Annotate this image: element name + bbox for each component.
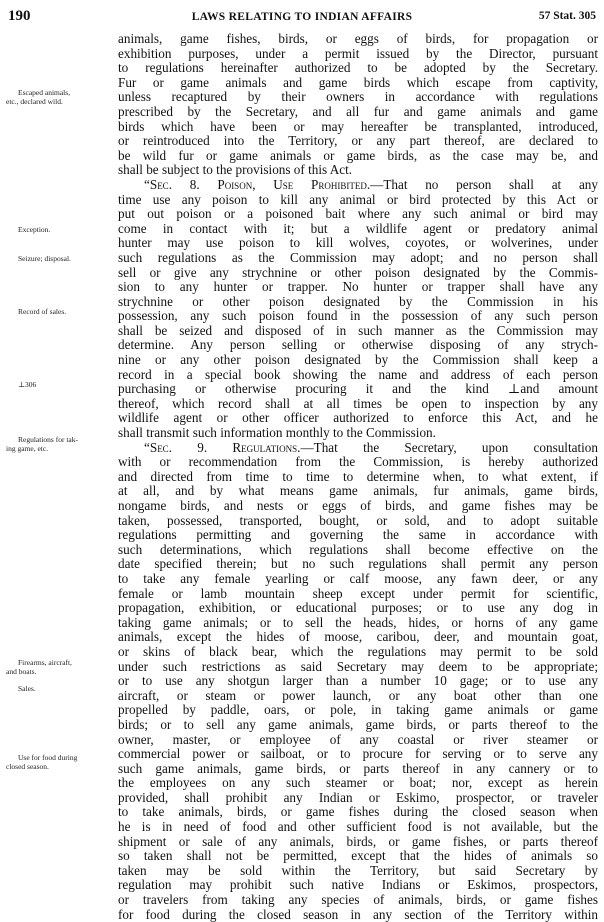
- section-8-first-line: “Sec. 8. Poison, Use Prohibited.—That no person shall at any: [144, 177, 598, 192]
- text-line: purchasing or otherwise procuring it and the kind ⊥and amount: [118, 382, 598, 397]
- text-line: be wild fur or game animals or game birds, as the case may be, and: [118, 148, 598, 163]
- text-line: and directed from time to time to determine when, to what extent, if: [118, 469, 598, 484]
- text-line: determine. Any person selling or otherwise disposing of any strych-: [118, 338, 598, 353]
- text-line: regulations permitting and governing the same in accordance with: [118, 528, 598, 543]
- text-line: sell or give any strychnine or other poison designated by the Commis-: [118, 265, 598, 280]
- text-line: owner, master, or employee of any coastal or river steamer or: [118, 732, 598, 747]
- text-line: under such restrictions as said Secretary may deem to be appropriate;: [118, 659, 598, 674]
- text-line: the employees on any such steamer or boat; nor, except as herein: [118, 776, 598, 791]
- margin-note-firearms: Firearms, aircraft, and boats.: [6, 658, 72, 676]
- text-line: to take animals, birds, or game fishes during the closed season when: [118, 805, 598, 820]
- text-line: he is in need of food and other sufficient food is not available, but the: [118, 820, 598, 835]
- text-line: birds; or to sell any game animals, game birds, or parts thereof to the: [118, 717, 598, 732]
- text-line: regulation may prohibit such native Indians or Eskimos, prospectors,: [118, 878, 598, 893]
- text-line: animals, game fishes, birds, or eggs of birds, for propagation or: [118, 32, 598, 46]
- section-8-heading: “Sec. 8. Poison, Use Prohibited.: [144, 177, 371, 192]
- body-text: [118, 32, 598, 922]
- text-line: record in a special book showing the name and address of each person: [118, 367, 598, 382]
- text-line: shall be subject to the provisions of this Act.: [118, 163, 353, 178]
- text-line: put out poison or a poisoned bait where any such animal or bird may: [118, 207, 598, 222]
- section-9-first-line: “Sec. 9. Regulations.—That the Secretary, upon consultation: [144, 440, 598, 455]
- text-line: or skins of black bear, which the regulations may permit to be sold: [118, 644, 598, 659]
- text-line: birds which have been or may hereafter be transplanted, introduced,: [118, 119, 598, 134]
- running-title: LAWS RELATING TO INDIAN AFFAIRS: [191, 11, 413, 23]
- text-line: hunter may use poison to kill wolves, coyotes, or wolverines, under: [118, 236, 598, 251]
- text-line: date specified therein; but no such regulations shall permit any person: [118, 557, 598, 572]
- text-line: provided, shall prohibit any Indian or Eskimo, prospector, or traveler: [118, 790, 598, 805]
- text-line: or to use any shotgun larger than a number 10 gage; or to use any: [118, 674, 598, 689]
- text-line: for food during the closed season in any section of the Territory within: [118, 907, 598, 922]
- text-line: shall transmit such information monthly to the Commission.: [118, 426, 436, 441]
- text-line: with or recommendation from the Commission, is hereby authorized: [118, 455, 598, 470]
- margin-note-use-for-food: Use for food during closed season.: [6, 753, 78, 771]
- text-line: come in contact with it; but a wildlife agent or predatory animal: [118, 221, 598, 236]
- text-line: nongame birds, and nests or eggs of birds, and game fishes may be: [118, 499, 598, 513]
- text-line: commercial power or sailboat, or to procure for serving or to serve any: [118, 747, 598, 762]
- text-line: sion to any hunter or trapper. No hunter or trapper shall have any: [118, 280, 598, 295]
- margin-note-regulations: Regulations for tak- ing game, etc.: [6, 435, 78, 453]
- text-line: strychnine or other poison designated by the Commission in his: [118, 294, 598, 309]
- page-number: 190: [8, 8, 31, 24]
- text-line: animals, except the hides of moose, caribou, deer, and mountain goat,: [118, 630, 598, 645]
- page-header: [0, 8, 604, 28]
- text-line: such game animals, game birds, or parts thereof in any cannery or to: [118, 761, 598, 776]
- text-line: Fur or game animals and game birds which escape from captivity,: [118, 75, 598, 90]
- text-line: propelled by paddle, oars, or pole, in taking game animals or game: [118, 703, 598, 718]
- margin-note-record-of-sales: Record of sales.: [18, 307, 67, 316]
- section-9-body: [118, 455, 598, 922]
- text-line: at all, and by what means game animals, fur animals, game birds,: [118, 484, 598, 499]
- text-line: to regulations hereinafter authorized to be adopted by the Secretary.: [118, 61, 598, 76]
- margin-note-exception: Exception.: [18, 225, 51, 234]
- text-line: exhibition purposes, under a permit issued by the Director, pursuant: [118, 46, 598, 61]
- text-line: such regulations as the Commission may adopt; and no person shall: [118, 250, 598, 265]
- text-line: unless recaptured by their owners in accordance with regulations: [118, 90, 598, 105]
- paragraph-escaped-animals: [118, 32, 598, 178]
- text-line: taking game animals; or to sell the heads, hides, or horns of any game: [118, 615, 598, 630]
- margin-note-page-marker: ⊥306: [18, 380, 37, 389]
- margin-note-escaped-animals: Escaped animals, etc., declared wild.: [6, 88, 71, 106]
- margin-note-sales: Sales.: [18, 684, 36, 693]
- section-9-heading: “Sec. 9. Regulations.: [144, 440, 301, 455]
- text-line: time use any poison to kill any animal or bird protected by this Act or: [118, 192, 598, 207]
- text-line: shipment or sale of any animals, birds, or game fishes, or parts thereof: [118, 834, 598, 849]
- text-line: so taken shall not be permitted, except that the hides of animals so: [118, 849, 598, 864]
- text-line: or travelers from taking any species of animals, birds, or game fishes: [118, 893, 598, 908]
- text-line: female or lamb mountain sheep except under permit for scientific,: [118, 586, 598, 601]
- margin-note-seizure: Seizure; disposal.: [18, 254, 71, 263]
- text-line: to take any female yearling or calf moose, any fawn deer, or any: [118, 571, 598, 586]
- text-line: taken, possessed, transported, bought, or sold, and to adopt suitable: [118, 513, 598, 528]
- text-line: shall be seized and disposed of in such manner as the Commission may: [118, 323, 598, 338]
- text-line: such determinations, which regulations shall become effective on the: [118, 542, 598, 557]
- section-8-body: [118, 193, 598, 441]
- text-line: thereof, which record shall at all times be open to inspection by any: [118, 396, 598, 411]
- text-line: aircraft, or steam or power launch, or any boat other than one: [118, 688, 598, 703]
- text-line: propagation, exhibition, or educational purposes; or to use any dog in: [118, 601, 598, 616]
- text-line: taken may be sold within the Territory, but said Secretary by: [118, 863, 598, 878]
- text-line: or reintroduced into the Territory, or any part thereof, are declared to: [118, 134, 598, 149]
- text-line: prescribed by the Secretary, and all fur and game animals and game: [118, 104, 598, 119]
- text-line: wildlife agent or other officer authorized to enforce this Act, and he: [118, 411, 598, 426]
- statute-reference: 57 Stat. 305: [538, 10, 596, 22]
- text-line: nine or any other poison designated by the Commission shall keep a: [118, 353, 598, 368]
- text-line: possession, any such poison found in the possession of any such person: [118, 309, 598, 324]
